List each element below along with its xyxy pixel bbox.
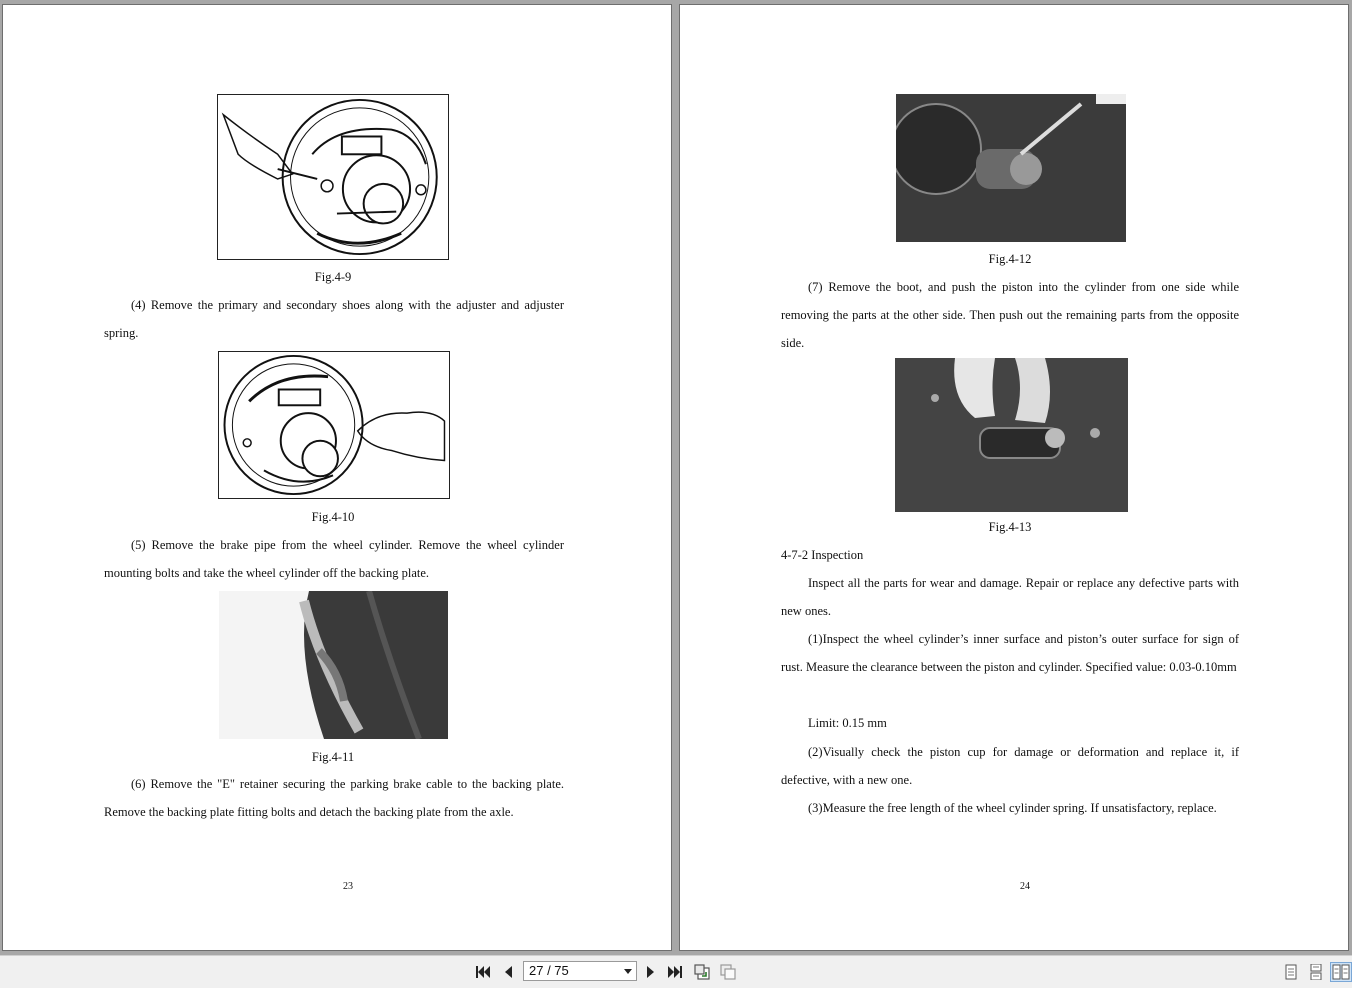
page-number: 23 [343, 881, 353, 892]
rotate-view-button[interactable] [691, 962, 713, 982]
two-page-view-button[interactable] [1330, 962, 1352, 982]
paragraph: (7) Remove the boot, and push the piston into the cylinder from one side while removing the parts at the other side. Then push out the remaining parts from the opposite side. [781, 280, 1239, 350]
page-right [679, 4, 1349, 951]
paragraph: (5) Remove the brake pipe from the wheel cylinder. Remove the wheel cylinder mounting bolts and take the wheel cylinder off the backing plate. [104, 538, 564, 580]
figure-caption: Fig.4-11 [311, 750, 355, 764]
copy-pages-button[interactable] [717, 962, 739, 982]
page-left [2, 4, 672, 951]
next-page-button[interactable] [640, 962, 662, 982]
next-page-icon [645, 965, 657, 979]
figure-caption: Fig.4-10 [311, 510, 355, 524]
copy-pages-icon [719, 963, 737, 981]
paragraph: (1)Inspect the wheel cylinder’s inner surface and piston’s outer surface for sign of rust. Measure the clearance between the piston and cylinder. Specified value: 0.03-0.10mm [781, 632, 1239, 674]
figure-4-11-wheel-cylinder-photo [219, 591, 448, 739]
figure-4-13-cylinder-disassembly-photo [895, 358, 1128, 512]
last-page-icon [667, 965, 683, 979]
previous-page-icon [502, 965, 514, 979]
figure-caption: Fig.4-13 [988, 520, 1032, 534]
paragraph: (4) Remove the primary and secondary shoes along with the adjuster and adjuster spring. [104, 298, 564, 340]
paragraph: (3)Measure the free length of the wheel cylinder spring. If unsatisfactory, replace. [808, 801, 1217, 815]
figure-caption: Fig.4-12 [988, 252, 1032, 266]
figure-4-9-brake-drum-illustration [217, 94, 449, 260]
paragraph: (2)Visually check the piston cup for damage or deformation and replace it, if defective, with a new one. [781, 745, 1239, 787]
section-heading: 4-7-2 Inspection [781, 548, 864, 562]
continuous-view-button[interactable] [1305, 962, 1327, 982]
navigation-toolbar [0, 955, 1352, 988]
two-page-view-icon [1332, 964, 1350, 980]
continuous-view-icon [1309, 964, 1323, 980]
first-page-button[interactable] [472, 962, 494, 982]
first-page-icon [475, 965, 491, 979]
page-indicator-text: 27 / 75 [529, 963, 569, 978]
paragraph: Inspect all the parts for wear and damage. Repair or replace any defective parts with new ones. [781, 576, 1239, 618]
previous-page-button[interactable] [497, 962, 519, 982]
page-number-select[interactable] [523, 961, 637, 981]
figure-caption: Fig.4-9 [314, 270, 352, 284]
last-page-button[interactable] [664, 962, 686, 982]
chevron-down-icon [624, 969, 632, 974]
page-number: 24 [1020, 881, 1030, 892]
paragraph: Limit: 0.15 mm [808, 716, 887, 730]
figure-4-10-brake-shoe-illustration [218, 351, 450, 499]
paragraph: (6) Remove the "E" retainer securing the parking brake cable to the backing plate. Remove the backing plate fitting bolts and detach the backing plate from the axle. [104, 777, 564, 819]
rotate-view-icon [693, 963, 711, 981]
single-page-view-icon [1284, 964, 1298, 980]
single-page-view-button[interactable] [1280, 962, 1302, 982]
figure-4-12-piston-removal-photo [896, 94, 1126, 242]
